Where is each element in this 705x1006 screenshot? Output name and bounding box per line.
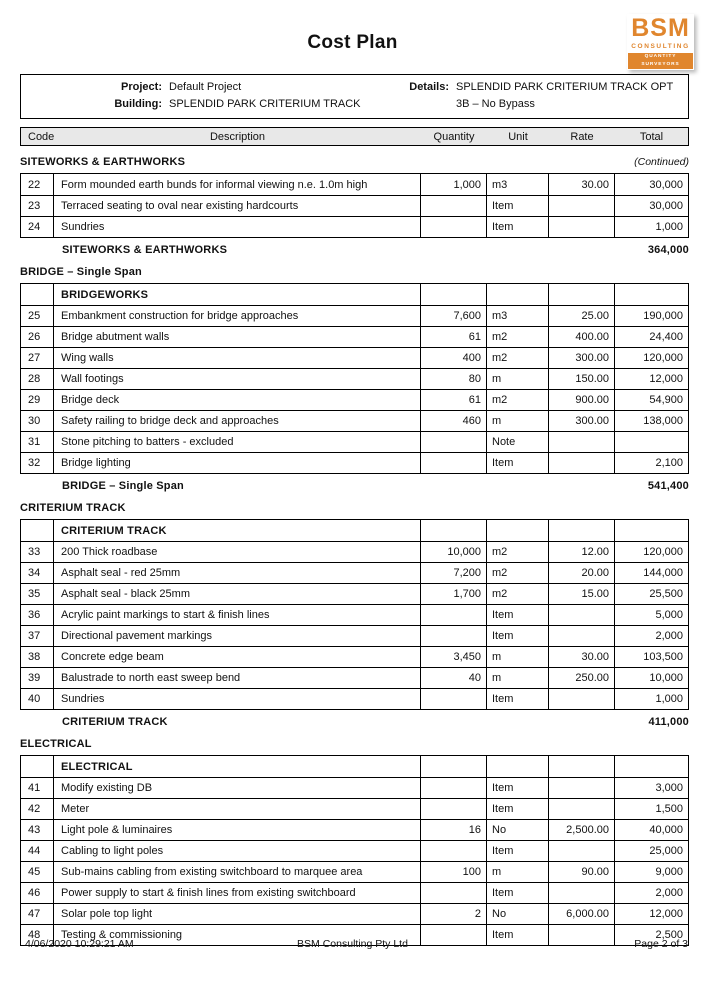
cell-unit: Item: [487, 196, 549, 216]
section-heading: SITEWORKS & EARTHWORKS: [20, 156, 186, 168]
cell-description: Safety railing to bridge deck and approaches: [54, 411, 421, 431]
cell-code: 29: [21, 390, 54, 410]
cell-unit: m: [487, 647, 549, 667]
cell-description: Sub-mains cabling from existing switchboard to marquee area: [54, 862, 421, 882]
cost-section: [20, 738, 689, 946]
cell-rate: 6,000.00: [549, 904, 615, 924]
cell-total: [615, 756, 688, 777]
cell-description: Bridge deck: [54, 390, 421, 410]
cell-total: 24,400: [649, 331, 683, 343]
cell-total: 5,000: [655, 609, 683, 621]
cell-quantity: 10,000: [421, 542, 487, 562]
cell-description: Cabling to light poles: [54, 841, 421, 861]
table-row: [21, 777, 688, 798]
logo-consulting-text: CONSULTING: [631, 43, 690, 50]
cell-unit: m2: [487, 348, 549, 368]
cell-code: 44: [21, 841, 54, 861]
cell-rate: 900.00: [549, 390, 615, 410]
cell-total: [615, 432, 688, 452]
cell-total: 54,900: [649, 394, 683, 406]
cost-section: [20, 502, 689, 728]
cell-code: 26: [21, 327, 54, 347]
cell-rate: [549, 778, 615, 798]
page-title: Cost Plan: [307, 32, 398, 53]
cell-quantity: [421, 520, 487, 541]
cell-description: Bridge lighting: [54, 453, 421, 473]
cell-unit: m2: [487, 390, 549, 410]
cell-code: 36: [21, 605, 54, 625]
cell-code: 41: [21, 778, 54, 798]
cell-unit: [487, 756, 549, 777]
cell-rate: [549, 883, 615, 903]
cell-description: Sundries: [54, 217, 421, 237]
table-row: [21, 562, 688, 583]
cell-description: Form mounded earth bunds for informal viewing n.e. 1.0m high: [54, 174, 421, 195]
cell-description: Bridge abutment walls: [54, 327, 421, 347]
table-row: [21, 583, 688, 604]
cell-total: 30,000: [649, 200, 683, 212]
section-heading-row: [20, 738, 689, 750]
logo-tagline-text: QUANTITY SURVEYORS: [628, 53, 693, 69]
cell-unit: Item: [487, 778, 549, 798]
cell-unit: Item: [487, 217, 549, 237]
cell-code: 27: [21, 348, 54, 368]
cell-unit: m2: [487, 584, 549, 604]
cell-quantity: [421, 453, 487, 473]
cell-description: Wall footings: [54, 369, 421, 389]
section-subtotal-row: [20, 716, 689, 728]
cell-code: 38: [21, 647, 54, 667]
cell-unit: [487, 284, 549, 305]
cell-quantity: [421, 778, 487, 798]
table-row: [21, 840, 688, 861]
cell-quantity: [421, 626, 487, 646]
cell-rate: [549, 689, 615, 709]
cell-code: 32: [21, 453, 54, 473]
cell-total: 103,500: [643, 651, 683, 663]
cell-description: Solar pole top light: [54, 904, 421, 924]
cell-quantity: 3,450: [421, 647, 487, 667]
cell-quantity: [421, 841, 487, 861]
cell-quantity: 16: [421, 820, 487, 840]
cell-rate: [549, 799, 615, 819]
cell-rate: [549, 217, 615, 237]
cell-rate: 400.00: [549, 327, 615, 347]
cell-total: 10,000: [649, 672, 683, 684]
section-subtotal-row: [20, 480, 689, 492]
cell-unit: Item: [487, 689, 549, 709]
cell-unit: Item: [487, 626, 549, 646]
cell-unit: Item: [487, 453, 549, 473]
cell-rate: 12.00: [549, 542, 615, 562]
cell-code: 45: [21, 862, 54, 882]
cell-unit: Item: [487, 883, 549, 903]
cell-code: 42: [21, 799, 54, 819]
cell-rate: 20.00: [549, 563, 615, 583]
cell-total: 120,000: [643, 352, 683, 364]
cell-code: 22: [21, 174, 54, 195]
cell-quantity: 80: [421, 369, 487, 389]
sections: [20, 156, 689, 946]
cell-unit: Item: [487, 925, 549, 945]
cell-code: 31: [21, 432, 54, 452]
project-value: Default Project: [169, 81, 242, 93]
table-row: [21, 625, 688, 646]
cell-description: Asphalt seal - black 25mm: [54, 584, 421, 604]
cell-total: 2,000: [655, 630, 683, 642]
table-row: [21, 688, 688, 709]
cell-quantity: [421, 284, 487, 305]
cell-rate: 300.00: [549, 411, 615, 431]
cell-quantity: 2: [421, 904, 487, 924]
cell-unit: No: [487, 904, 549, 924]
cell-rate: 150.00: [549, 369, 615, 389]
subtotal-amount: 411,000: [648, 716, 689, 728]
cell-unit: Item: [487, 799, 549, 819]
cell-code: 43: [21, 820, 54, 840]
cell-code: 48: [21, 925, 54, 945]
cell-unit: Item: [487, 605, 549, 625]
table-row: [21, 195, 688, 216]
project-label: Project:: [121, 81, 162, 93]
cell-unit: [487, 520, 549, 541]
cell-rate: 25.00: [549, 306, 615, 326]
building-value: SPLENDID PARK CRITERIUM TRACK: [169, 98, 361, 110]
logo-name-text: BSM: [631, 14, 690, 42]
column-header-code: Code: [28, 130, 55, 143]
cell-code: 28: [21, 369, 54, 389]
cell-code: 30: [21, 411, 54, 431]
cell-rate: [549, 605, 615, 625]
cell-description: Asphalt seal - red 25mm: [54, 563, 421, 583]
cell-quantity: 460: [421, 411, 487, 431]
cell-quantity: 61: [421, 390, 487, 410]
cost-section: [20, 266, 689, 492]
cell-code: 47: [21, 904, 54, 924]
cell-rate: 15.00: [549, 584, 615, 604]
column-header-bar: [20, 127, 689, 146]
cost-section: [20, 156, 689, 256]
cell-quantity: 7,200: [421, 563, 487, 583]
table-row: [21, 431, 688, 452]
cell-description: CRITERIUM TRACK: [54, 520, 421, 541]
cell-total: 3,000: [655, 782, 683, 794]
cell-description: Terraced seating to oval near existing hardcourts: [54, 196, 421, 216]
column-header-total: Total: [639, 130, 664, 143]
cell-code: 23: [21, 196, 54, 216]
bsm-logo: [627, 14, 694, 70]
cell-total: 2,500: [655, 929, 683, 941]
cell-description: ELECTRICAL: [54, 756, 421, 777]
cell-rate: 90.00: [549, 862, 615, 882]
cell-code: 33: [21, 542, 54, 562]
section-heading: CRITERIUM TRACK: [20, 502, 126, 514]
section-heading: ELECTRICAL: [20, 738, 92, 750]
cell-quantity: [421, 689, 487, 709]
cell-quantity: [421, 883, 487, 903]
cell-rate: [549, 756, 615, 777]
cost-table: [20, 519, 689, 710]
cell-rate: [549, 453, 615, 473]
cell-unit: m: [487, 668, 549, 688]
cell-quantity: [421, 217, 487, 237]
cell-quantity: 61: [421, 327, 487, 347]
table-row: [21, 541, 688, 562]
cell-total: 2,100: [655, 457, 683, 469]
cell-description: Testing & commissioning: [54, 925, 421, 945]
cell-unit: m: [487, 369, 549, 389]
table-row: [21, 410, 688, 431]
cell-unit: m2: [487, 563, 549, 583]
cell-quantity: [421, 196, 487, 216]
cell-code: [21, 756, 54, 777]
table-row: [21, 646, 688, 667]
cell-code: 37: [21, 626, 54, 646]
cell-description: 200 Thick roadbase: [54, 542, 421, 562]
cell-rate: 30.00: [549, 647, 615, 667]
cell-quantity: [421, 756, 487, 777]
footer-company: BSM Consulting Pty Ltd: [297, 938, 408, 950]
cell-code: 39: [21, 668, 54, 688]
cell-total: [615, 520, 688, 541]
table-row: [21, 216, 688, 237]
table-row: [21, 861, 688, 882]
cell-rate: [549, 196, 615, 216]
table-row: [21, 819, 688, 840]
table-row: [21, 604, 688, 625]
subtotal-label: SITEWORKS & EARTHWORKS: [62, 244, 228, 256]
cell-unit: m: [487, 862, 549, 882]
table-row: [21, 368, 688, 389]
cell-quantity: 7,600: [421, 306, 487, 326]
table-row: [21, 326, 688, 347]
project-info-box: [20, 74, 689, 119]
cell-unit: m: [487, 411, 549, 431]
cell-total: 25,000: [649, 845, 683, 857]
cell-unit: m3: [487, 174, 549, 195]
table-row: [21, 667, 688, 688]
cell-quantity: [421, 605, 487, 625]
cell-total: [615, 284, 688, 305]
footer-timestamp: 4/06/2020 10:29:21 AM: [25, 938, 134, 950]
page-footer: [0, 938, 705, 950]
cell-description: Power supply to start & finish lines from existing switchboard: [54, 883, 421, 903]
project-info-right: [388, 79, 688, 113]
cell-rate: [549, 626, 615, 646]
cell-code: [21, 284, 54, 305]
cell-quantity: 400: [421, 348, 487, 368]
footer-page-number: Page 2 of 3: [634, 938, 688, 950]
cost-table: [20, 173, 689, 238]
cell-rate: [549, 284, 615, 305]
cell-code: 40: [21, 689, 54, 709]
cell-rate: 30.00: [549, 174, 615, 195]
table-row: [21, 798, 688, 819]
details-label: Details:: [409, 81, 449, 93]
cell-description: Wing walls: [54, 348, 421, 368]
cell-unit: Note: [487, 432, 549, 452]
cell-unit: m2: [487, 542, 549, 562]
column-header-rate: Rate: [570, 130, 594, 143]
table-row: [21, 347, 688, 368]
cost-table: [20, 755, 689, 946]
cell-description: Modify existing DB: [54, 778, 421, 798]
cell-total: 1,000: [655, 221, 683, 233]
cell-unit: Item: [487, 841, 549, 861]
cell-description: Acrylic paint markings to start & finish lines: [54, 605, 421, 625]
cell-description: Balustrade to north east sweep bend: [54, 668, 421, 688]
cell-total: 30,000: [649, 178, 683, 191]
table-row: [21, 882, 688, 903]
cell-total: 12,000: [649, 373, 683, 385]
cell-total: 120,000: [643, 546, 683, 558]
cell-rate: 300.00: [549, 348, 615, 368]
cell-code: [21, 520, 54, 541]
cell-description: Concrete edge beam: [54, 647, 421, 667]
cell-total: 9,000: [655, 866, 683, 878]
cell-description: Light pole & luminaires: [54, 820, 421, 840]
column-header-description: Description: [209, 130, 266, 143]
cell-rate: [549, 432, 615, 452]
cell-quantity: 1,000: [421, 174, 487, 195]
project-info-left: [21, 79, 388, 113]
section-heading-row: [20, 266, 689, 278]
table-row: [21, 903, 688, 924]
cell-code: 35: [21, 584, 54, 604]
cell-unit: m3: [487, 306, 549, 326]
cell-total: 1,500: [655, 803, 683, 815]
section-heading-row: [20, 502, 689, 514]
cell-quantity: 100: [421, 862, 487, 882]
cell-quantity: [421, 799, 487, 819]
cell-unit: m2: [487, 327, 549, 347]
cell-description: BRIDGEWORKS: [54, 284, 421, 305]
cell-total: 144,000: [643, 567, 683, 579]
cell-total: 12,000: [649, 908, 683, 920]
cell-unit: No: [487, 820, 549, 840]
cell-description: Directional pavement markings: [54, 626, 421, 646]
column-header-unit: Unit: [508, 130, 528, 143]
table-row: [21, 452, 688, 473]
table-subheading-row: [21, 756, 688, 777]
cell-code: 25: [21, 306, 54, 326]
subtotal-label: BRIDGE – Single Span: [62, 480, 184, 492]
table-subheading-row: [21, 520, 688, 541]
cell-total: 40,000: [649, 824, 683, 836]
cell-rate: 2,500.00: [549, 820, 615, 840]
table-row: [21, 305, 688, 326]
column-header-quantity: Quantity: [433, 130, 475, 143]
cell-description: Meter: [54, 799, 421, 819]
cell-total: 25,500: [649, 588, 683, 600]
cost-table: [20, 283, 689, 474]
building-label: Building:: [114, 98, 162, 110]
table-subheading-row: [21, 284, 688, 305]
cell-rate: [549, 520, 615, 541]
section-heading: BRIDGE – Single Span: [20, 266, 142, 278]
cell-rate: [549, 841, 615, 861]
subtotal-amount: 541,400: [647, 480, 689, 492]
cell-description: Stone pitching to batters - excluded: [54, 432, 421, 452]
section-subtotal-row: [20, 244, 689, 256]
subtotal-amount: 364,000: [647, 244, 689, 256]
cell-rate: 250.00: [549, 668, 615, 688]
cell-quantity: 40: [421, 668, 487, 688]
cell-total: 1,000: [655, 693, 683, 705]
cell-code: 34: [21, 563, 54, 583]
subtotal-label: CRITERIUM TRACK: [62, 716, 168, 728]
cell-code: 24: [21, 217, 54, 237]
section-heading-row: [20, 156, 689, 168]
table-row: [21, 389, 688, 410]
cell-total: 190,000: [643, 310, 683, 322]
section-continued-note: (Continued): [634, 156, 689, 168]
cell-description: Sundries: [54, 689, 421, 709]
table-row: [21, 174, 688, 195]
cell-quantity: [421, 432, 487, 452]
cell-code: 46: [21, 883, 54, 903]
details-value: SPLENDID PARK CRITERIUM TRACK OPT 3B – No Bypass: [456, 81, 673, 110]
cell-total: 138,000: [643, 415, 683, 427]
cell-quantity: 1,700: [421, 584, 487, 604]
cell-total: 2,000: [655, 887, 683, 899]
cell-description: Embankment construction for bridge approaches: [54, 306, 421, 326]
